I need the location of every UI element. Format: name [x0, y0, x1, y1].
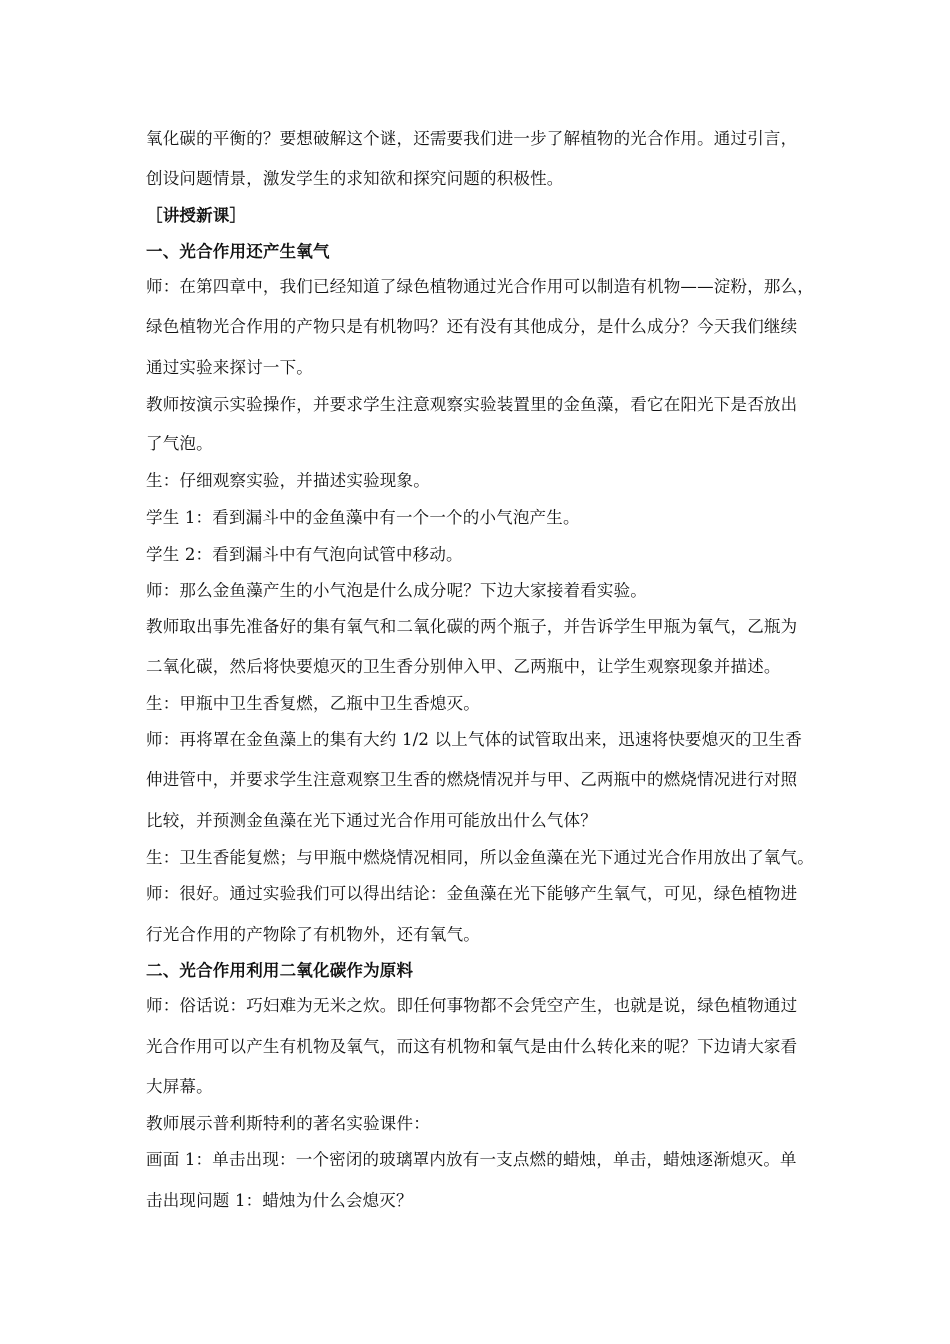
paragraph-line: 二氧化碳，然后将快要熄灭的卫生香分别伸入甲、乙两瓶中，让学生观察现象并描述。	[146, 657, 781, 676]
paragraph-line: 生：卫生香能复燃；与甲瓶中燃烧情况相同，所以金鱼藻在光下通过光合作用放出了氧气。	[146, 848, 814, 867]
paragraph-line: 伸进管中，并要求学生注意观察卫生香的燃烧情况并与甲、乙两瓶中的燃烧情况进行对照	[146, 770, 798, 789]
section-heading: 二、光合作用利用二氧化碳作为原料	[146, 961, 414, 980]
paragraph-line: 通过实验来探讨一下。	[146, 358, 313, 377]
paragraph-line: 创设问题情景，激发学生的求知欲和探究问题的积极性。	[146, 169, 564, 188]
paragraph-line: 绿色植物光合作用的产物只是有机物吗？还有没有其他成分，是什么成分？今天我们继续	[146, 317, 798, 336]
paragraph-line: 学生 1：看到漏斗中的金鱼藻中有一个一个的小气泡产生。	[146, 508, 580, 527]
paragraph-line: 师：很好。通过实验我们可以得出结论：金鱼藻在光下能够产生氧气，可见，绿色植物进	[146, 884, 798, 903]
paragraph-line: 师：再将罩在金鱼藻上的集有大约 1/2 以上气体的试管取出来，迅速将快要熄灭的卫生香	[146, 730, 802, 749]
paragraph-line: 行光合作用的产物除了有机物外，还有氧气。	[146, 925, 480, 944]
paragraph-line: 教师展示普利斯特利的著名实验课件：	[146, 1114, 430, 1133]
paragraph-line: 击出现问题 1：蜡烛为什么会熄灭？	[146, 1191, 413, 1210]
paragraph-line: 大屏幕。	[146, 1077, 213, 1096]
paragraph-line: 师：俗话说：巧妇难为无米之炊。即任何事物都不会凭空产生，也就是说，绿色植物通过	[146, 996, 798, 1015]
paragraph-line: 光合作用可以产生有机物及氧气，而这有机物和氧气是由什么转化来的呢？下边请大家看	[146, 1037, 798, 1056]
paragraph-line: 画面 1：单击出现：一个密闭的玻璃罩内放有一支点燃的蜡烛，单击，蜡烛逐渐熄灭。单	[146, 1150, 797, 1169]
paragraph-line: 教师取出事先准备好的集有氧气和二氧化碳的两个瓶子，并告诉学生甲瓶为氧气，乙瓶为	[146, 617, 798, 636]
paragraph-line: 了气泡。	[146, 434, 213, 453]
paragraph-line: 师：那么金鱼藻产生的小气泡是什么成分呢？下边大家接着看实验。	[146, 581, 647, 600]
paragraph-line: 学生 2：看到漏斗中有气泡向试管中移动。	[146, 545, 463, 564]
section-label: ［讲授新课］	[146, 206, 247, 225]
paragraph-line: 生：仔细观察实验，并描述实验现象。	[146, 471, 430, 490]
paragraph-line: 师：在第四章中，我们已经知道了绿色植物通过光合作用可以制造有机物——淀粉，那么，	[146, 277, 814, 296]
paragraph-line: 生：甲瓶中卫生香复燃，乙瓶中卫生香熄灭。	[146, 694, 480, 713]
paragraph-line: 比较，并预测金鱼藻在光下通过光合作用可能放出什么气体？	[146, 811, 597, 830]
paragraph-line: 氧化碳的平衡的？要想破解这个谜，还需要我们进一步了解植物的光合作用。通过引言，	[146, 129, 798, 148]
paragraph-line: 教师按演示实验操作，并要求学生注意观察实验装置里的金鱼藻，看它在阳光下是否放出	[146, 395, 798, 414]
section-heading: 一、光合作用还产生氧气	[146, 242, 330, 261]
